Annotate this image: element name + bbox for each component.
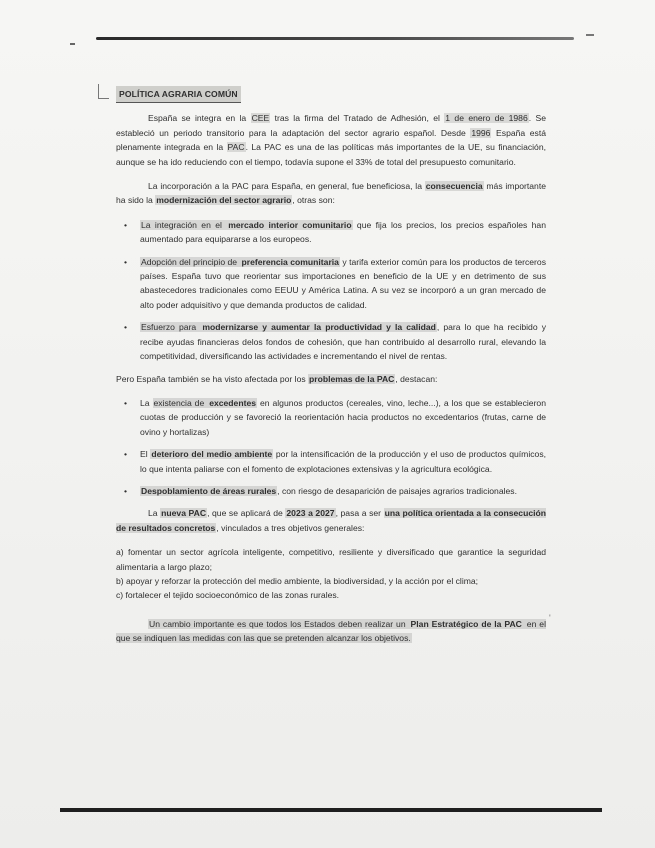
problems-list bbox=[116, 396, 546, 498]
highlighted-text: modernizarse y aumentar la productividad y la calidad bbox=[202, 322, 436, 333]
text-run: en algunos productos (cereales, vino, leche...), a los que se establecieron cuotas de producción y se favoreció la reorientación hacia productos no excedentarios (frutas, carne de ovino y hortalizas) bbox=[140, 397, 546, 437]
benefits-list bbox=[116, 218, 546, 364]
highlighted-text: modernización del sector agrario bbox=[156, 195, 292, 206]
list-item bbox=[140, 218, 546, 247]
highlighted-text: preferencia comunitaria bbox=[241, 256, 339, 267]
highlighted-text: Plan Estratégico de la PAC bbox=[410, 618, 522, 629]
paragraph-strategic-plan bbox=[116, 617, 546, 646]
list-item bbox=[140, 396, 546, 439]
text-run: , pasa a ser bbox=[335, 508, 384, 519]
highlighted-text: Adopción del principio de bbox=[141, 256, 240, 267]
objective-item: b) apoyar y reforzar la protección del medio ambiente, la biodiversidad, y la acción por el clima; bbox=[116, 575, 479, 586]
section-title: POLÍTICA AGRARIA COMÚN bbox=[116, 86, 241, 103]
text-run: que fija los precios, los precios españoles han aumentado para equipararse a los europeos. bbox=[140, 219, 546, 245]
highlighted-text: CEE bbox=[251, 113, 270, 124]
text-run: , que se aplicará de bbox=[207, 508, 286, 519]
bottom-rule bbox=[60, 808, 602, 812]
text-run: La bbox=[140, 397, 153, 408]
list-item bbox=[140, 320, 546, 363]
highlighted-text: excedentes bbox=[209, 397, 257, 408]
list-item bbox=[140, 447, 546, 476]
highlighted-text: Esfuerzo para bbox=[141, 322, 201, 333]
text-run: . La PAC es una de las políticas más importantes de la UE, su financiación, aunque se ha ido reduciendo con el tiempo, todavía supone el 33% de total del presupuesto comunitario. bbox=[116, 142, 547, 167]
top-rule bbox=[96, 37, 574, 40]
highlighted-text: existencia de bbox=[153, 397, 208, 408]
objective-item: a) fomentar un sector agrícola inteligente, competitivo, resiliente y diversificado que garantice la seguridad alimentaria a largo plazo; bbox=[116, 547, 546, 572]
document-body bbox=[116, 86, 546, 656]
highlighted-text: problemas de la PAC bbox=[309, 373, 395, 384]
text-run: , vinculados a tres objetivos generales: bbox=[216, 522, 365, 533]
highlighted-text: consecuencia bbox=[425, 181, 483, 192]
highlighted-text: una política orientada a la consecución de resultados concretos bbox=[116, 508, 546, 533]
text-run: más importante ha sido la bbox=[116, 181, 546, 206]
highlighted-text: Despoblamiento de áreas rurales bbox=[141, 485, 277, 496]
scan-mark bbox=[586, 34, 594, 36]
text-run: tras la firma del Tratado de Adhesión, el bbox=[270, 113, 445, 124]
text-run: España se integra en la bbox=[148, 113, 251, 124]
text-run: por la intensificación de la producción y el uso de productos químicos, lo que intenta paliarse con el fomento de explotaciones extensivas y la agricultura ecológica. bbox=[140, 449, 546, 474]
highlighted-text: 1996 bbox=[471, 127, 491, 138]
text-run: , destacan: bbox=[395, 373, 438, 384]
text-run: y tarifa exterior común para los productos de terceros países. España tuvo que reorientar sus importaciones en beneficio de la UE y en detrimento de sus abastecedores tradicionales como EEUU y América Latina. A su vez se incorporó a un gran mercado de alto poder adquisitivo y que demanda productos de calidad. bbox=[140, 256, 546, 310]
text-run: La incorporación a la PAC para España, en general, fue beneficiosa, la bbox=[148, 181, 425, 192]
paragraph-consequences bbox=[116, 179, 546, 208]
highlighted-text: La integración en el bbox=[141, 219, 227, 230]
highlighted-text: nueva PAC bbox=[161, 508, 207, 519]
text-run: . Se estableció un periodo transitorio para la adaptación del sector agrario español. Desde bbox=[116, 113, 546, 138]
objectives-list bbox=[116, 545, 546, 603]
scan-mark bbox=[70, 43, 75, 45]
text-run: La bbox=[148, 508, 161, 519]
scan-mark: ' bbox=[549, 613, 551, 623]
highlighted-text: 1 de enero de 1986 bbox=[445, 113, 528, 124]
text-run: , con riesgo de desaparición de paisajes agrarios tradicionales. bbox=[277, 485, 517, 496]
text-run: , para lo que ha recibido y recibe ayudas financieras delos fondos de cohesión, que han contribuido al desarrollo rural, elevando la competitividad, diversificando las actividades e incrementando el nivel de rentas. bbox=[140, 322, 546, 362]
highlighted-text: 2023 a 2027 bbox=[286, 508, 335, 519]
list-item bbox=[140, 484, 546, 498]
text-run: , otras son: bbox=[292, 195, 335, 206]
highlighted-text: Un cambio importante es que todos los Estados deben realizar un bbox=[149, 618, 409, 629]
paragraph-problems bbox=[116, 372, 546, 386]
paragraph-new-pac bbox=[116, 506, 546, 535]
highlighted-text: en el que se indiquen las medidas con las que se pretenden alcanzar los objetivos. bbox=[116, 618, 546, 644]
highlighted-text: PAC bbox=[227, 142, 245, 153]
text-run: España está plenamente integrada en la bbox=[116, 127, 546, 153]
highlighted-text: deterioro del medio ambiente bbox=[151, 449, 273, 460]
highlighted-text: mercado interior comunitario bbox=[228, 219, 352, 230]
text-run: El bbox=[140, 449, 151, 460]
objective-item: c) fortalecer el tejido socioeconómico de las zonas rurales. bbox=[116, 590, 340, 601]
handwritten-mark bbox=[98, 84, 109, 99]
paragraph-intro bbox=[116, 111, 546, 169]
list-item bbox=[140, 255, 546, 313]
text-run: Pero España también se ha visto afectada por los bbox=[116, 373, 309, 384]
